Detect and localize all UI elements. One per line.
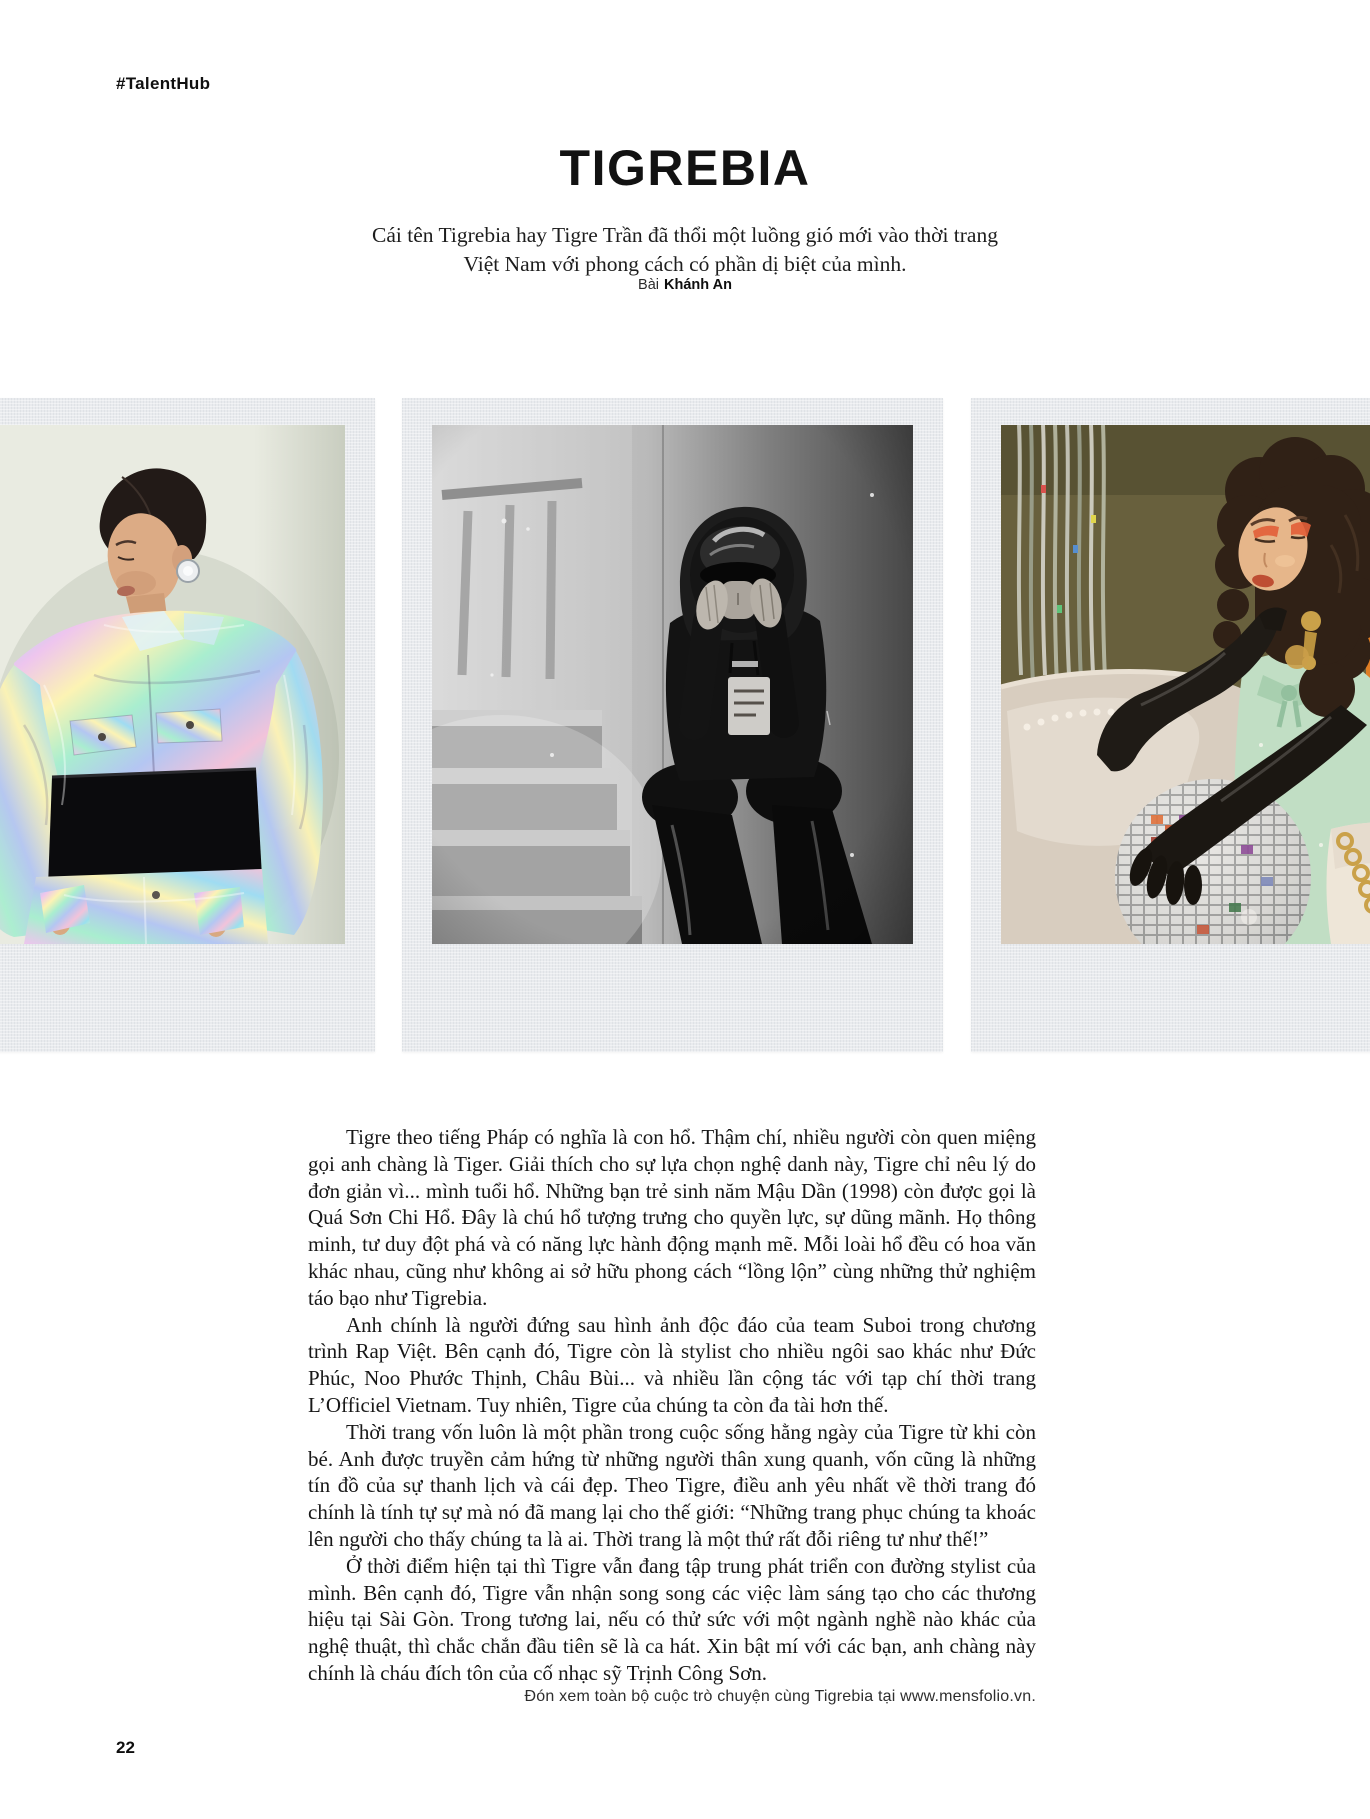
article-paragraph: Ở thời điểm hiện tại thì Tigre vẫn đang tập trung phát triển con đường stylist của mình. Bên cạnh đó, Tigre vẫn nhận song song các việc làm sáng tạo cho các thương hiệu tại Sài Gòn. Trong tương lai, nếu có thử sức với một ngành nghề nào khác của nghệ thuật, thì chắc chắn đầu tiên sẽ là ca hát. Xin bật mí với các bạn, anh chàng này chính là cháu đích tôn của cố nhạc sỹ Trịnh Công Sơn. (308, 1553, 1036, 1685)
footer-note: Đón xem toàn bộ cuộc trò chuyện cùng Tigrebia tại www.mensfolio.vn. (524, 1688, 1036, 1705)
page-number: 22 (116, 1738, 135, 1757)
standfirst-line-1: Cái tên Tigrebia hay Tigre Trần đã thổi một luồng gió mới vào thời trang (372, 223, 998, 247)
byline-label: Bài (638, 277, 660, 293)
byline-author: Khánh An (664, 277, 732, 293)
photo-iridescent-outfit-portrait (0, 425, 345, 944)
standfirst-line-2: Việt Nam với phong cách có phần dị biệt của mình. (463, 251, 907, 276)
article-paragraph: Anh chính là người đứng sau hình ảnh độc đáo của team Suboi trong chương trình Rap Việt. Bên cạnh đó, Tigre còn là stylist cho nhiều ngôi sao khác như Đức Phúc, Noo Phước Thịnh, Châu Bùi... và nhiều lần cộng tác với tạp chí thời trang L’Officiel Vietnam. Tuy nhiên, Tigre của chúng ta còn đa tài hơn thế. (308, 1312, 1036, 1417)
article-standfirst (0, 221, 1370, 278)
section-hashtag: #TalentHub (116, 74, 211, 93)
polaroid-frame-right (971, 398, 1370, 1052)
byline (0, 277, 1370, 293)
photo-disco-ball-portrait (1001, 425, 1370, 944)
article-paragraph: Thời trang vốn luôn là một phần trong cuộc sống hằng ngày của Tigre từ khi còn bé. Anh được truyền cảm hứng từ những người thân xung quanh, vốn cũng là những tín đồ của sự thanh lịch và cái đẹp. Theo Tigre, điều anh yêu nhất về thời trang đó chính là tính tự sự mà nó đã mang lại cho thế giới: “Những trang phục chúng ta khoác lên người cho thấy chúng ta là ai. Thời trang là một thứ rất đỗi riêng tư như thế!” (308, 1419, 1036, 1551)
polaroid-frame-middle (402, 398, 943, 1052)
photo-bw-hoodie-on-stairs (432, 425, 913, 944)
article-paragraph: Tigre theo tiếng Pháp có nghĩa là con hổ. Thậm chí, nhiều người còn quen miệng gọi anh chàng là Tiger. Giải thích cho sự lựa chọn nghệ danh này, Tigre chỉ nêu lý do đơn giản vì... mình tuổi hổ. Những bạn trẻ sinh năm Mậu Dần (1998) còn được gọi là Quá Sơn Chi Hổ. Đây là chú hổ tượng trưng cho quyền lực, sự dũng mãnh. Họ thông minh, tư duy đột phá và có năng lực hành động mạnh mẽ. Mỗi loài hổ đều có hoa văn khác nhau, cũng như không ai sở hữu phong cách “lồng lộn” cùng những thử nghiệm táo bạo như Tigrebia. (308, 1125, 1036, 1310)
article-body (308, 1124, 1036, 1687)
polaroid-frame-left (0, 398, 375, 1052)
page-title: TIGREBIA (559, 140, 811, 196)
